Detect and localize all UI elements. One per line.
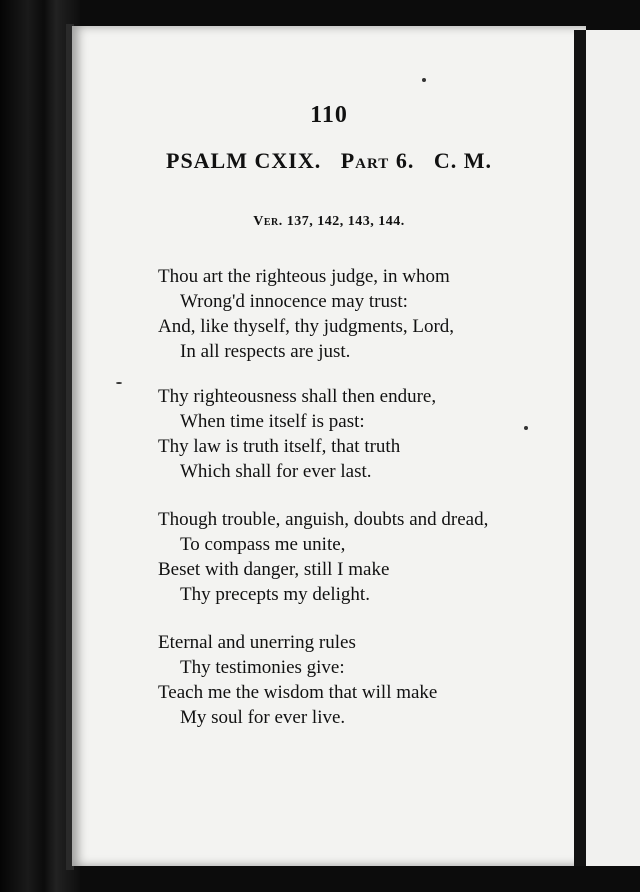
verse-line: Wrong'd innocence may trust:: [180, 291, 408, 312]
stanza-2: [158, 384, 436, 484]
page-number: 110: [310, 102, 348, 128]
stanza-4: [158, 630, 437, 730]
verse-prefix: Ver.: [253, 214, 283, 229]
psalm-title: [72, 148, 586, 174]
verse-line: When time itself is past:: [180, 411, 365, 432]
psalm-heading: PSALM CXIX.: [166, 148, 322, 173]
verse-line: Thou art the righteous judge, in whom: [158, 266, 450, 287]
verse-line: Thy law is truth itself, that truth: [158, 436, 401, 457]
verse-line: Thy precepts my delight.: [180, 584, 370, 605]
psalm-meter: C. M.: [433, 148, 492, 173]
verse-line: Teach me the wisdom that will make: [158, 682, 438, 703]
paper-speck: [422, 78, 426, 82]
verse-line: To compass me unite,: [180, 534, 346, 555]
stanza-1: [158, 264, 454, 364]
verse-line: Which shall for ever last.: [180, 461, 372, 482]
verse-line: And, like thyself, thy judgments, Lord,: [158, 316, 455, 337]
verse-line: In all respects are just.: [180, 341, 351, 362]
verse-line: Thy righteousness shall then endure,: [158, 386, 437, 407]
book-page: [72, 26, 586, 866]
verse-line: Beset with danger, still I make: [158, 559, 390, 580]
paper-speck: [524, 426, 528, 430]
next-page-edge: [586, 30, 640, 866]
verse-line: My soul for ever live.: [180, 707, 346, 728]
stanza-3: [158, 507, 488, 607]
page-gutter-shadow: [574, 30, 586, 866]
verse-line: Eternal and unerring rules: [158, 632, 356, 653]
verse-numbers: 137, 142, 143, 144.: [286, 214, 405, 229]
verse-reference: [72, 214, 586, 230]
verse-line: Thy testimonies give:: [180, 657, 345, 678]
verse-line: Though trouble, anguish, doubts and dread,: [158, 509, 489, 530]
paper-speck: [116, 382, 122, 384]
psalm-part: Part 6.: [340, 148, 415, 173]
